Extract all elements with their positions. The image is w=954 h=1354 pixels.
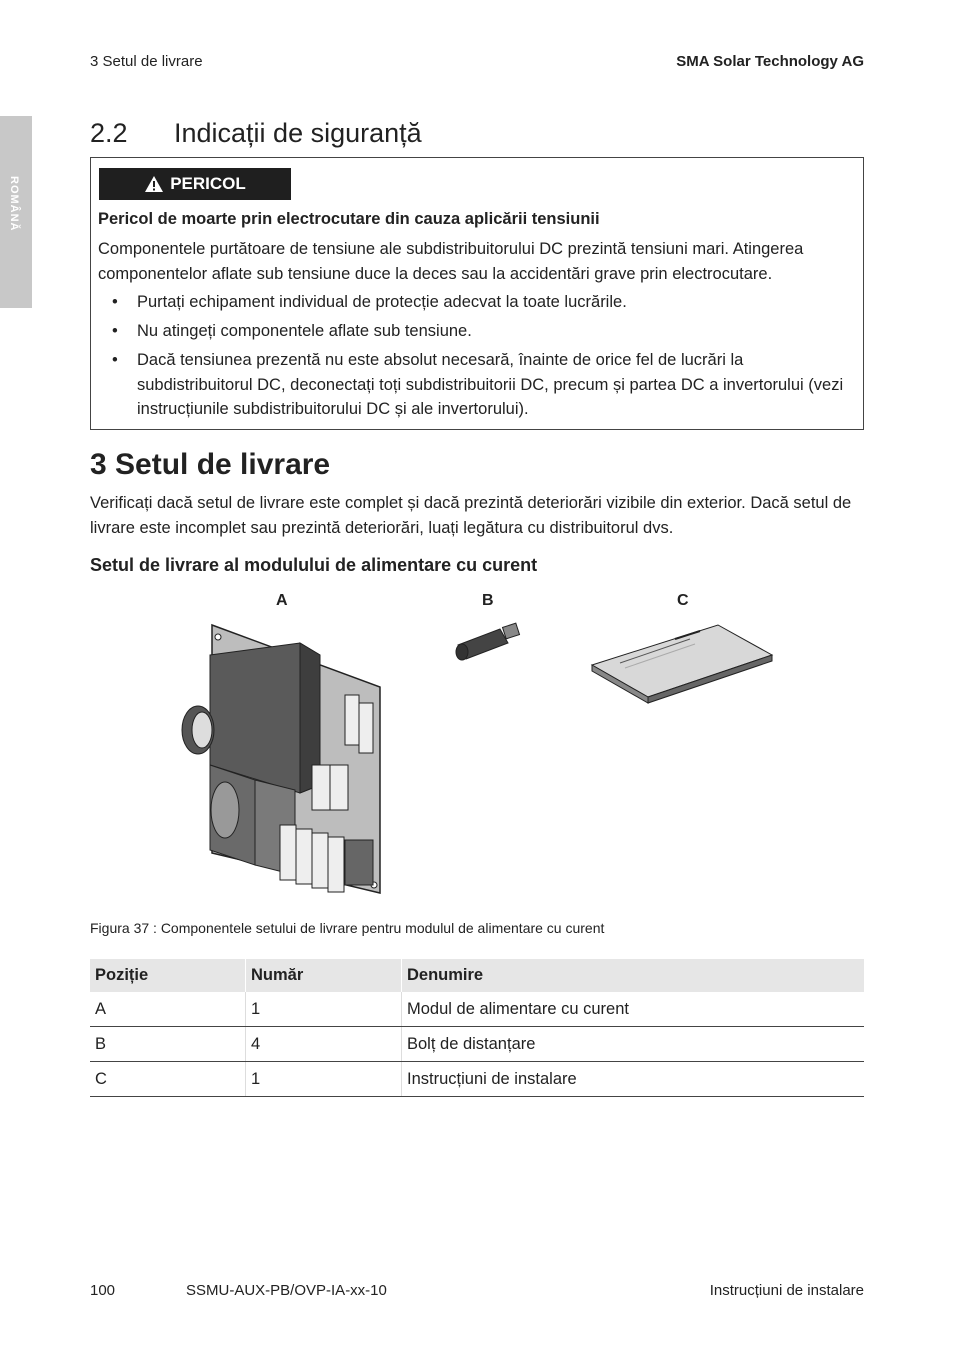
table-cell: A — [90, 992, 246, 1027]
table-cell: Modul de alimentare cu curent — [402, 992, 865, 1027]
danger-text: Componentele purtătoare de tensiune ale subdistribuitorului DC prezintă tensiuni mari. Atingerea componentelor aflate sub tensiune duce la deces sau la accidentări grave prin electrocutare. — [98, 240, 804, 283]
figure-label-a: A — [276, 592, 288, 609]
table-row — [90, 992, 864, 1027]
list-item: • Purtați echipament individual de protecție adecvat la toate lucrările. — [112, 293, 627, 311]
language-side-tab — [0, 116, 32, 308]
header-chapter: 3 Setul de livrare — [90, 53, 203, 70]
power-supply-module-image — [182, 625, 380, 893]
column-header: Poziție — [90, 959, 246, 992]
table-header-row — [90, 959, 864, 992]
warning-triangle-icon — [144, 175, 164, 193]
document-code: SSMU-AUX-PB/OVP-IA-xx-10 — [186, 1282, 387, 1299]
table-row — [90, 1062, 864, 1097]
danger-list — [98, 290, 856, 426]
danger-title: Pericol de moarte prin electrocutare din cauza aplicării tensiunii — [98, 210, 600, 228]
column-header: Denumire — [402, 959, 865, 992]
table-cell: 1 — [246, 992, 402, 1027]
danger-badge — [99, 168, 291, 200]
section-title: Indicații de siguranță — [174, 118, 422, 148]
table-cell: 1 — [246, 1062, 402, 1097]
delivery-figure — [170, 615, 790, 905]
section-heading-3: 3 Setul de livrare — [90, 448, 331, 481]
section-number: 2.2 — [90, 118, 128, 148]
header-company: SMA Solar Technology AG — [676, 53, 864, 70]
list-item: • Dacă tensiunea prezentă nu este absolut necesară, înainte de orice fel de lucrări la subdistribuitorul DC, deconectați toți subdistribuitorii DC, precum și partea DC a invertorului (vezi instrucțiunile subdistribuitorului DC și ale invertorului). — [112, 351, 844, 418]
danger-notice — [90, 157, 864, 430]
column-header: Număr — [246, 959, 402, 992]
table-cell: 4 — [246, 1027, 402, 1062]
subheading: Setul de livrare al modulului de alimentare cu curent — [90, 555, 538, 575]
installation-manual-image — [592, 625, 772, 703]
page-number: 100 — [90, 1282, 116, 1299]
table-cell: Instrucțiuni de instalare — [402, 1062, 865, 1097]
document-type: Instrucțiuni de instalare — [709, 1282, 864, 1299]
language-label: ROMÂNĂ — [8, 176, 20, 232]
table-row — [90, 1027, 864, 1062]
table-cell: C — [90, 1062, 246, 1097]
figure-label-c: C — [677, 592, 689, 609]
table-cell: Bolț de distanțare — [402, 1027, 865, 1062]
section-heading-2-2 — [90, 118, 422, 149]
list-item: • Nu atingeți componentele aflate sub tensiune. — [112, 322, 472, 340]
table-cell: B — [90, 1027, 246, 1062]
delivery-table — [90, 959, 864, 1097]
danger-badge-label: PERICOL — [170, 174, 246, 193]
figure-label-b: B — [482, 592, 494, 609]
section-intro: Verificați dacă setul de livrare este complet și dacă prezintă deteriorări vizibile din exterior. Dacă setul de livrare este incomplet sau prezintă deteriorări, luați legătura cu distribuitorul dvs. — [90, 494, 852, 537]
figure-caption: Figura 37 : Componentele setului de livrare pentru modulul de alimentare cu curent — [90, 920, 605, 936]
spacer-bolt-image — [456, 623, 520, 660]
